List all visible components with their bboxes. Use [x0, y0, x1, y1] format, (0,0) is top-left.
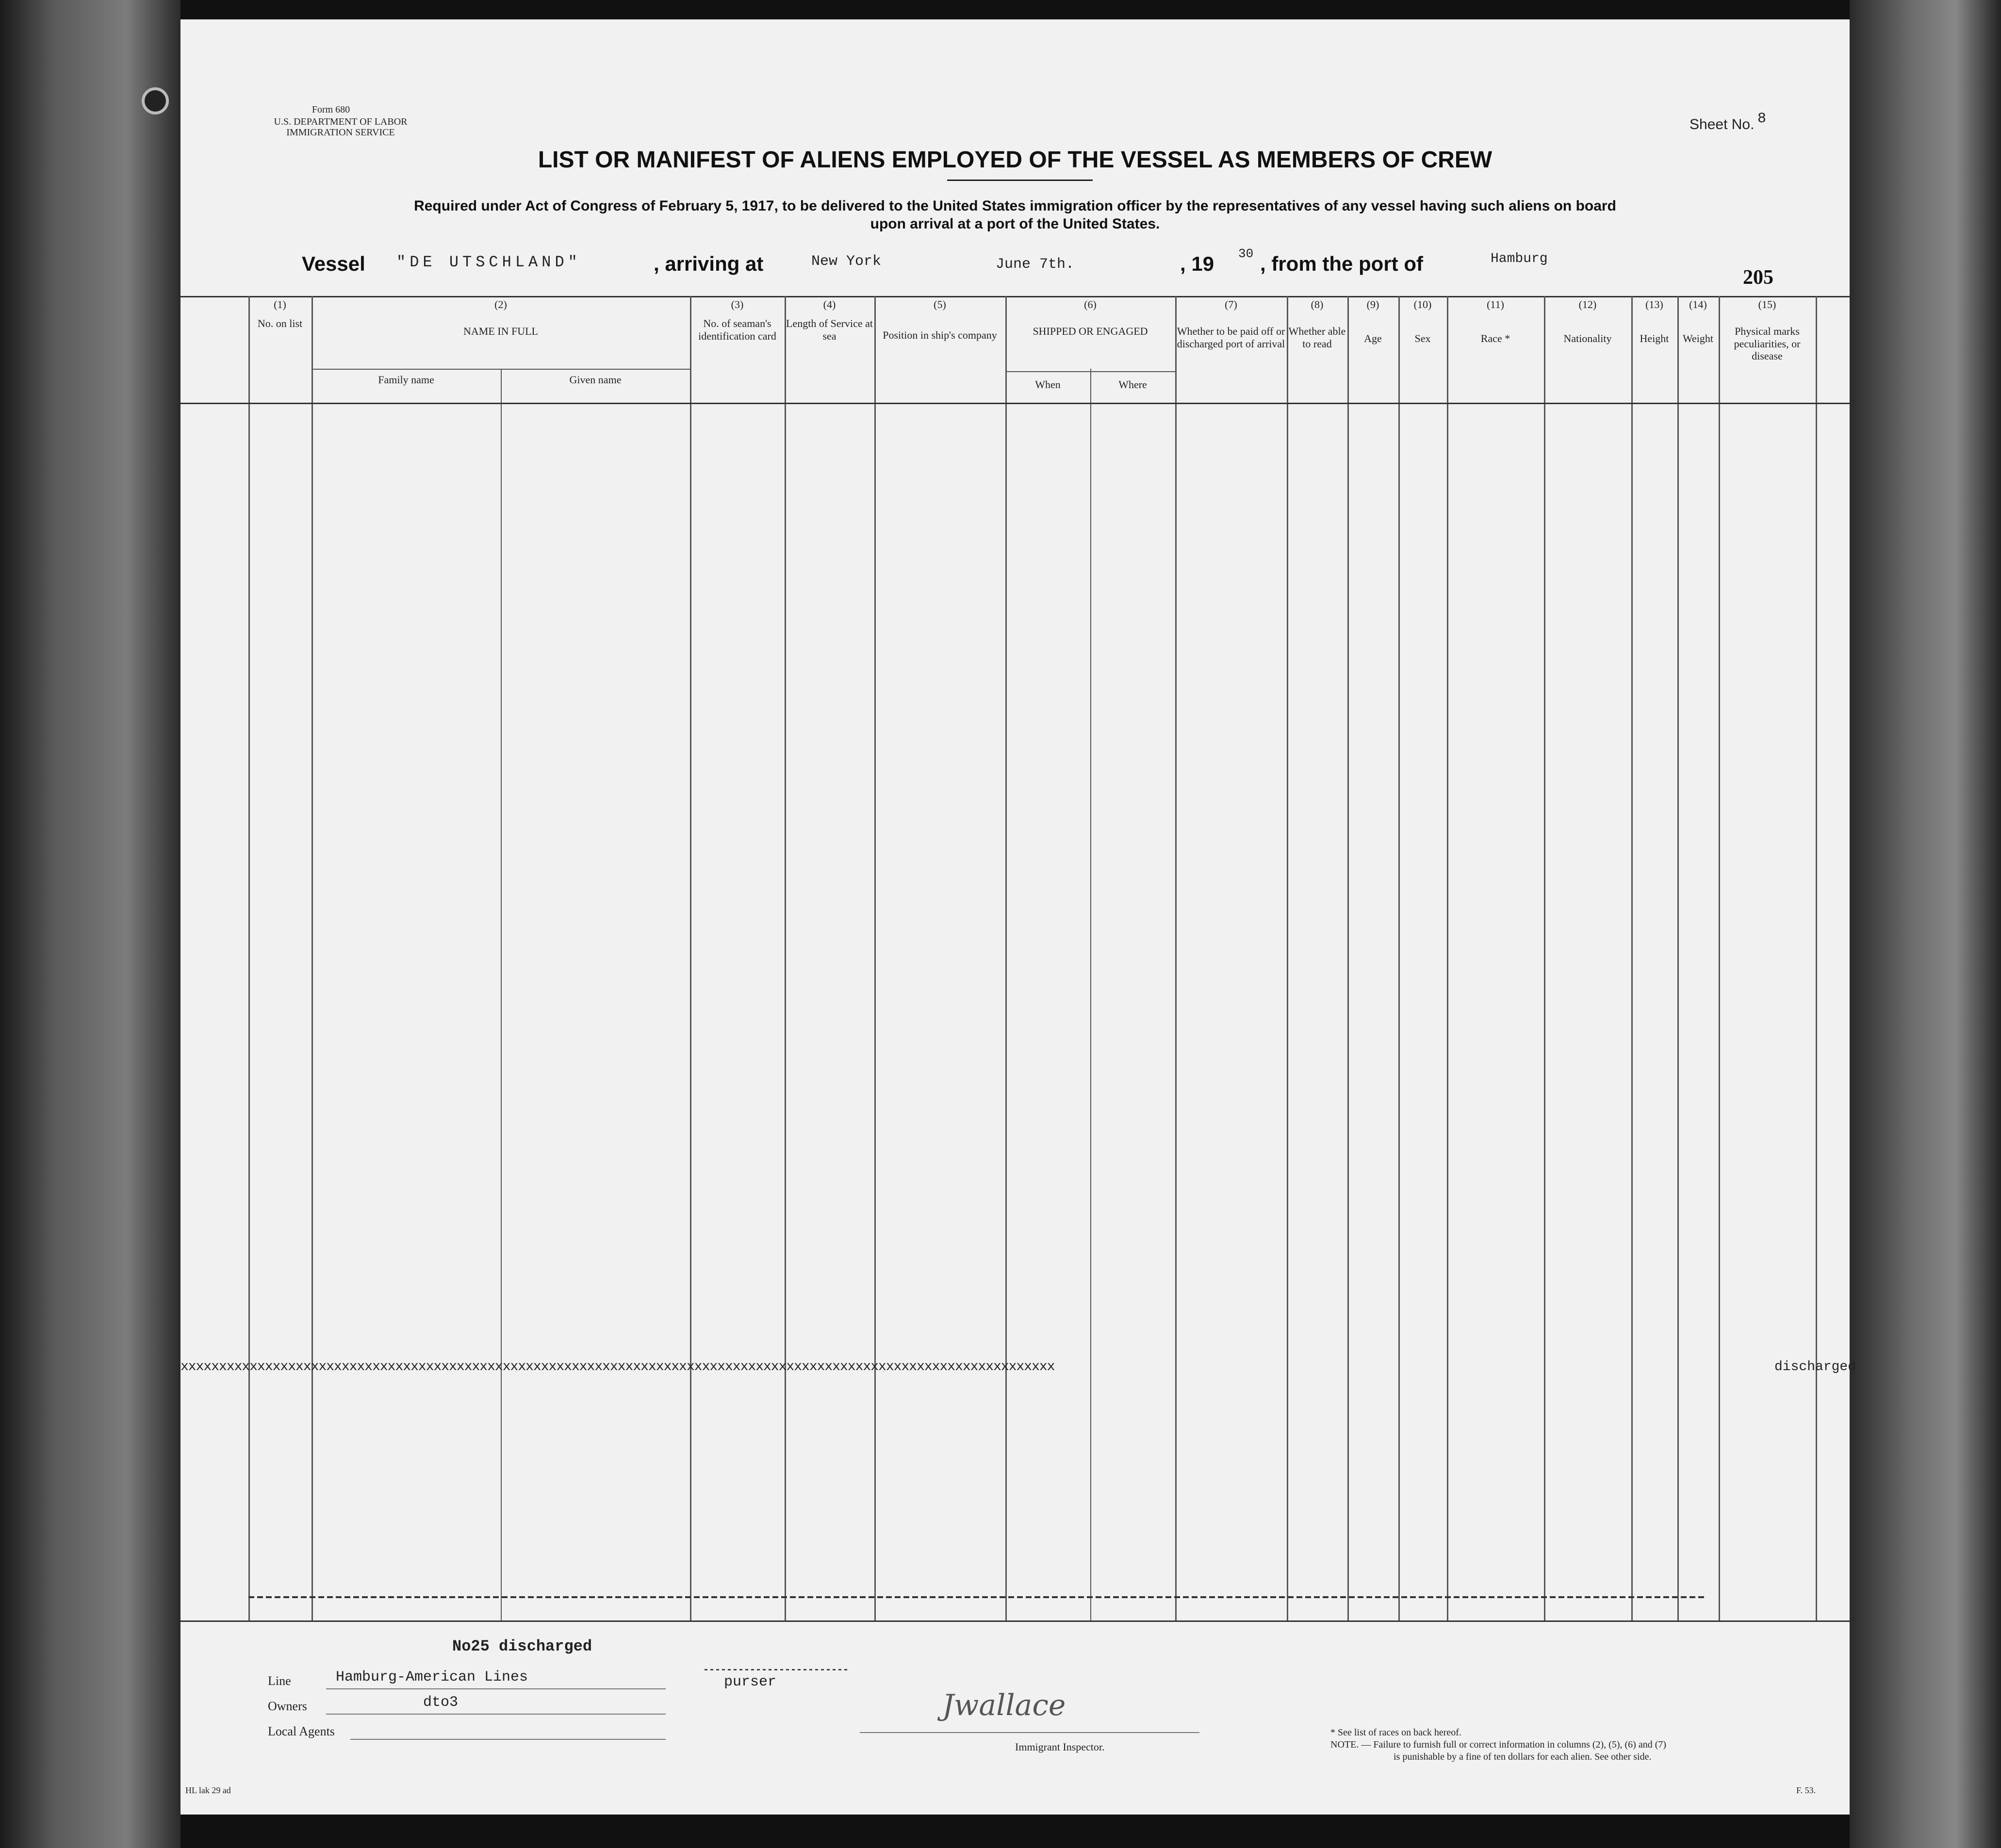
- arrival-port: New York: [811, 253, 882, 270]
- header-bottom-rule: [180, 403, 1850, 404]
- vessel-label: Vessel: [302, 252, 365, 275]
- arriving-label: , arriving at: [654, 252, 764, 275]
- form-number: Form 680: [312, 104, 350, 115]
- title-rule: [947, 180, 1093, 181]
- c11-number: (11): [1487, 298, 1504, 311]
- line-underline: [326, 1688, 666, 1689]
- c9-number: (9): [1366, 298, 1379, 311]
- grid-line-v: [1447, 296, 1448, 1620]
- purser-label: purser: [724, 1674, 777, 1690]
- discharged-note: discharged: [1774, 1359, 1856, 1374]
- grid-line-v: [1816, 296, 1817, 1620]
- grid-line-v: [690, 296, 691, 1620]
- grid-line-v: [501, 369, 502, 1620]
- owners-underline: [326, 1714, 666, 1715]
- footnote-penalty-2: is punishable by a fine of ten dollars for each alien. See other side.: [1394, 1751, 1652, 1762]
- vessel-line-rule: [180, 296, 1850, 297]
- footnote-races: * See list of races on back hereof.: [1330, 1727, 1461, 1738]
- year: 30: [1238, 246, 1254, 261]
- departure-port: Hamburg: [1491, 251, 1548, 266]
- grid-line-v: [1544, 296, 1545, 1620]
- c6-header: SHIPPED OR ENGAGED: [1033, 325, 1148, 338]
- binder-right: [1850, 0, 2001, 1848]
- c15-header: Physical marks peculiarities, or disease: [1734, 325, 1801, 362]
- c5-number: (5): [934, 298, 946, 311]
- c10-header: Sex: [1414, 332, 1431, 345]
- c4-header: Length of Service at sea: [786, 317, 873, 342]
- footnote-penalty: NOTE. — Failure to furnish full or correct information in columns (2), (5), (6) and (7): [1330, 1739, 1667, 1750]
- shipping-line: Hamburg-American Lines: [336, 1669, 528, 1685]
- c8-header: Whether able to read: [1288, 325, 1346, 350]
- binder-left: [0, 0, 180, 1848]
- grid-line-v: [248, 296, 250, 1620]
- grid-line-v: [785, 296, 786, 1620]
- c12-number: (12): [1578, 298, 1597, 311]
- subtitle-line-1: Required under Act of Congress of February 5, 1917, to be delivered to the United States immigration officer by the representatives of any vessel having such aliens on board: [414, 198, 1616, 214]
- c14-number: (14): [1689, 298, 1707, 311]
- binder-hole: [142, 87, 169, 114]
- inspector-label: Immigrant Inspector.: [1015, 1741, 1105, 1753]
- grid-line-v: [1090, 369, 1091, 1620]
- c10-number: (10): [1413, 298, 1432, 311]
- c7-header: Whether to be paid off or discharged port of arrival: [1177, 325, 1285, 350]
- c6-number: (6): [1084, 298, 1097, 311]
- grid-line-v: [312, 296, 313, 1620]
- year-prefix: , 19: [1180, 252, 1214, 275]
- print-code-left: HL lak 29 ad: [185, 1785, 231, 1795]
- owners-label: Owners: [268, 1699, 307, 1713]
- grid-line-v: [1398, 296, 1400, 1620]
- purser-dotted-line: [705, 1669, 850, 1670]
- line-label: Line: [268, 1674, 291, 1688]
- c2-header: NAME IN FULL: [463, 325, 538, 338]
- grid-line-v: [874, 296, 876, 1620]
- inspector-underline: [860, 1732, 1199, 1733]
- grid-line-v: [1631, 296, 1633, 1620]
- c2a-header: Family name: [378, 374, 434, 386]
- c13-header: Height: [1640, 332, 1669, 345]
- grid-line-v: [1347, 296, 1349, 1620]
- shipped-subrule: [1005, 371, 1175, 372]
- c6b-header: Where: [1118, 378, 1147, 391]
- c9-header: Age: [1364, 332, 1382, 345]
- c5-header: Position in ship's company: [883, 329, 997, 342]
- grid-line-v: [1175, 296, 1177, 1620]
- footer-rule: [180, 1620, 1850, 1622]
- c4-number: (4): [823, 298, 836, 311]
- agents-underline: [350, 1739, 666, 1740]
- sheet-number: 8: [1757, 111, 1767, 127]
- c6a-header: When: [1035, 378, 1061, 391]
- c14-header: Weight: [1683, 332, 1713, 345]
- name-subrule: [312, 369, 690, 370]
- page-number: 205: [1743, 266, 1773, 289]
- sheet-label: Sheet No.: [1689, 116, 1755, 132]
- owners: dto3: [423, 1694, 459, 1711]
- discharged-row: [180, 1359, 1856, 1389]
- grid-line-v: [1005, 296, 1007, 1620]
- table-end-rule: [248, 1596, 1704, 1598]
- discharged-footnote: No25 discharged: [452, 1637, 592, 1655]
- grid-line-v: [1719, 296, 1720, 1620]
- c13-number: (13): [1645, 298, 1663, 311]
- arrival-date: June 7th.: [996, 256, 1075, 273]
- subtitle-line-2: upon arrival at a port of the United States.: [870, 216, 1160, 232]
- strike-through: xxxxxxxxxxxxxxxxxxxxxxxxxxxxxxxxxxxxxxxxxxxxxxxxxxxxxxxxxxxxxxxxxxxxxxxxxxxxxxxxxxxxxxxxxxxxxxxxxxxxxxxxxxxxxxxxxx: [180, 1359, 1055, 1374]
- print-code-right: F. 53.: [1796, 1785, 1816, 1795]
- c2-number: (2): [494, 298, 507, 311]
- department: U.S. DEPARTMENT OF LABOR: [274, 116, 408, 127]
- c1-header: No. on list: [257, 317, 303, 330]
- c3-header: No. of seaman's identification card: [698, 317, 776, 342]
- c12-header: Nationality: [1563, 332, 1612, 345]
- page-title: LIST OR MANIFEST OF ALIENS EMPLOYED OF THE VESSEL AS MEMBERS OF CREW: [538, 147, 1493, 173]
- vessel-name: "DE UTSCHLAND": [396, 253, 581, 271]
- from-port-label: , from the port of: [1260, 252, 1423, 275]
- c3-number: (3): [731, 298, 744, 311]
- c8-number: (8): [1311, 298, 1324, 311]
- service: IMMIGRATION SERVICE: [286, 127, 395, 138]
- c2b-header: Given name: [569, 374, 622, 386]
- grid-line-v: [1677, 296, 1679, 1620]
- c1-number: (1): [274, 298, 286, 311]
- local-agents-label: Local Agents: [268, 1724, 335, 1738]
- inspector-signature: Jwallace: [942, 1688, 1066, 1722]
- c11-header: Race *: [1480, 332, 1510, 345]
- grid-line-v: [1287, 296, 1288, 1620]
- c7-number: (7): [1225, 298, 1237, 311]
- c15-number: (15): [1758, 298, 1776, 311]
- manifest-sheet: [180, 19, 1856, 1815]
